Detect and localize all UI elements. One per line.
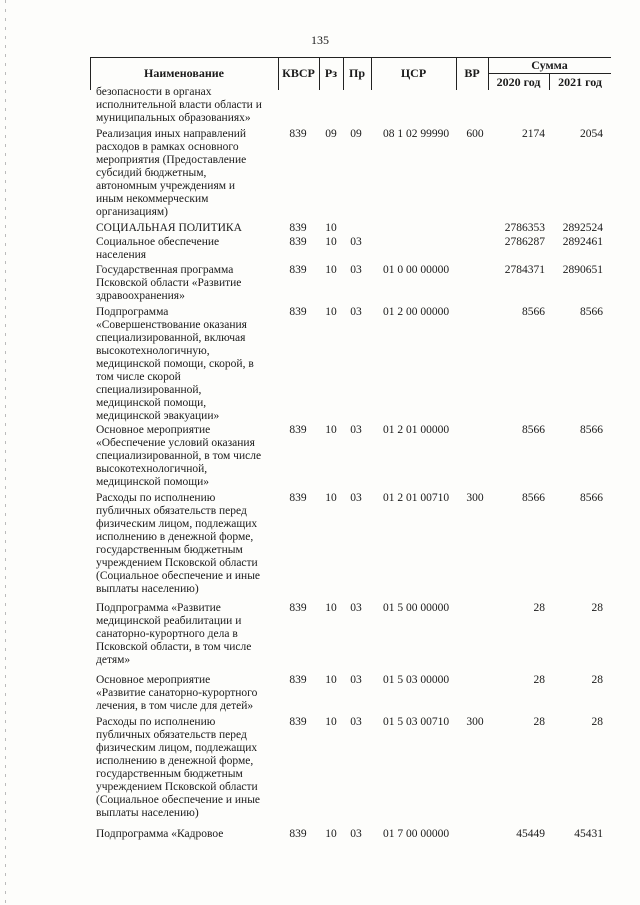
cell-pr: 03: [350, 264, 362, 276]
cell-s2020: 2784371: [504, 264, 545, 276]
cell-rz: 10: [325, 602, 337, 614]
cell-vr: 600: [466, 128, 484, 140]
header-kvsr: КВСР: [282, 66, 315, 80]
cell-s2020: 8566: [522, 492, 545, 504]
cell-kvsr: 839: [289, 424, 307, 436]
row-name: безопасности в органах исполнительной власти области и муниципальных образованиях»: [96, 86, 262, 124]
row-name: Подпрограмма «Кадровое: [96, 828, 224, 840]
row-name: Подпрограмма «Развитие медицинской реабилитации и санаторно-курортного дела в Псковской области, в том числе детям»: [96, 602, 252, 666]
cell-rz: 10: [325, 236, 337, 248]
header-name: Наименование: [144, 66, 224, 80]
scan-edge: [5, 0, 6, 905]
cell-s2020: 28: [533, 602, 545, 614]
cell-pr: 03: [350, 828, 362, 840]
header-csr: ЦСР: [400, 66, 427, 80]
row-name: Расходы по исполнению публичных обязательств перед физическим лицом, подлежащих исполнению в денежной форме, государственным бюджетным учреждением Псковской области (Социальное обеспечение и иные выплаты населению): [96, 492, 261, 595]
cell-s2020: 45449: [516, 828, 545, 840]
row-name: Социальное обеспечение населения: [96, 236, 220, 261]
cell-s2021: 28: [591, 716, 603, 728]
cell-csr: 01 7 00 00000: [382, 828, 450, 840]
cell-s2021: 28: [591, 674, 603, 686]
page-number: 135: [311, 33, 329, 47]
cell-s2020: 2174: [522, 128, 545, 140]
cell-rz: 10: [325, 424, 337, 436]
row-name: Основное мероприятие «Развитие санаторно-курортного лечения, в том числе для детей»: [96, 674, 258, 712]
cell-s2020: 2786353: [504, 222, 545, 234]
cell-csr: 01 5 03 00000: [382, 674, 450, 686]
row-name: Основное мероприятие «Обеспечение условий оказания специализированной, в том числе высокотехнологичной, медицинской помощи»: [96, 424, 262, 488]
cell-rz: 10: [325, 306, 337, 318]
cell-rz: 10: [325, 492, 337, 504]
cell-vr: 300: [466, 716, 484, 728]
cell-rz: 10: [325, 264, 337, 276]
cell-csr: 01 2 00 00000: [382, 306, 450, 318]
cell-kvsr: 839: [289, 674, 307, 686]
cell-pr: 03: [350, 306, 362, 318]
header-2020: 2020 год: [496, 75, 541, 89]
cell-s2021: 45431: [574, 828, 603, 840]
cell-csr: 01 0 00 00000: [382, 264, 450, 276]
header-rz: Рз: [324, 66, 338, 80]
cell-csr: 01 2 01 00710: [382, 492, 450, 504]
cell-kvsr: 839: [289, 492, 307, 504]
cell-kvsr: 839: [289, 236, 307, 248]
cell-s2021: 2892461: [562, 236, 603, 248]
cell-csr: 01 5 00 00000: [382, 602, 450, 614]
cell-pr: 03: [350, 424, 362, 436]
cell-rz: 10: [325, 716, 337, 728]
cell-pr: 03: [350, 492, 362, 504]
header-2021: 2021 год: [558, 75, 602, 89]
cell-s2021: 8566: [580, 424, 603, 436]
cell-s2020: 8566: [522, 424, 545, 436]
row-name: СОЦИАЛЬНАЯ ПОЛИТИКА: [96, 222, 242, 234]
cell-s2021: 2054: [580, 128, 603, 140]
cell-pr: 03: [350, 716, 362, 728]
cell-rz: 09: [325, 128, 337, 140]
cell-s2021: 2892524: [562, 222, 603, 234]
cell-kvsr: 839: [289, 128, 307, 140]
cell-kvsr: 839: [289, 222, 307, 234]
cell-kvsr: 839: [289, 716, 307, 728]
cell-csr: 08 1 02 99990: [382, 128, 450, 140]
cell-s2020: 8566: [522, 306, 545, 318]
cell-s2021: 8566: [580, 492, 603, 504]
cell-csr: 01 2 01 00000: [382, 424, 450, 436]
cell-csr: 01 5 03 00710: [382, 716, 450, 728]
row-name: Государственная программа Псковской области «Развитие здравоохранения»: [96, 264, 242, 302]
row-name: Подпрограмма «Совершенствование оказания специализированной, включая высокотехнологичную, медицинской помощи, скорой, в том числе скорой специализированной, медицинской помощи, медицинской эвакуации»: [96, 306, 254, 422]
cell-kvsr: 839: [289, 264, 307, 276]
cell-vr: 300: [466, 492, 484, 504]
cell-s2020: 28: [533, 674, 545, 686]
cell-s2021: 8566: [580, 306, 603, 318]
cell-rz: 10: [325, 828, 337, 840]
header-vr: ВР: [464, 66, 480, 80]
cell-kvsr: 839: [289, 602, 307, 614]
header-sum: Сумма: [531, 58, 568, 72]
cell-rz: 10: [325, 674, 337, 686]
cell-pr: 09: [350, 128, 362, 140]
cell-pr: 03: [350, 602, 362, 614]
header-pr: Пр: [348, 66, 365, 80]
cell-pr: 03: [350, 674, 362, 686]
row-name: Расходы по исполнению публичных обязательств перед физическим лицом, подлежащих исполнению в денежной форме, государственным бюджетным учреждением Псковской области (Социальное обеспечение и иные выплаты населению): [96, 716, 261, 819]
cell-s2020: 28: [533, 716, 545, 728]
cell-kvsr: 839: [289, 828, 307, 840]
cell-rz: 10: [325, 222, 337, 234]
cell-s2021: 28: [591, 602, 603, 614]
cell-kvsr: 839: [289, 306, 307, 318]
cell-s2020: 2786287: [504, 236, 545, 248]
row-name: Реализация иных направлений расходов в рамках основного мероприятия (Предоставление субсидий бюджетным, автономным учреждениям и иным некоммерческим организациям): [96, 128, 247, 218]
cell-s2021: 2890651: [562, 264, 603, 276]
cell-pr: 03: [350, 236, 362, 248]
